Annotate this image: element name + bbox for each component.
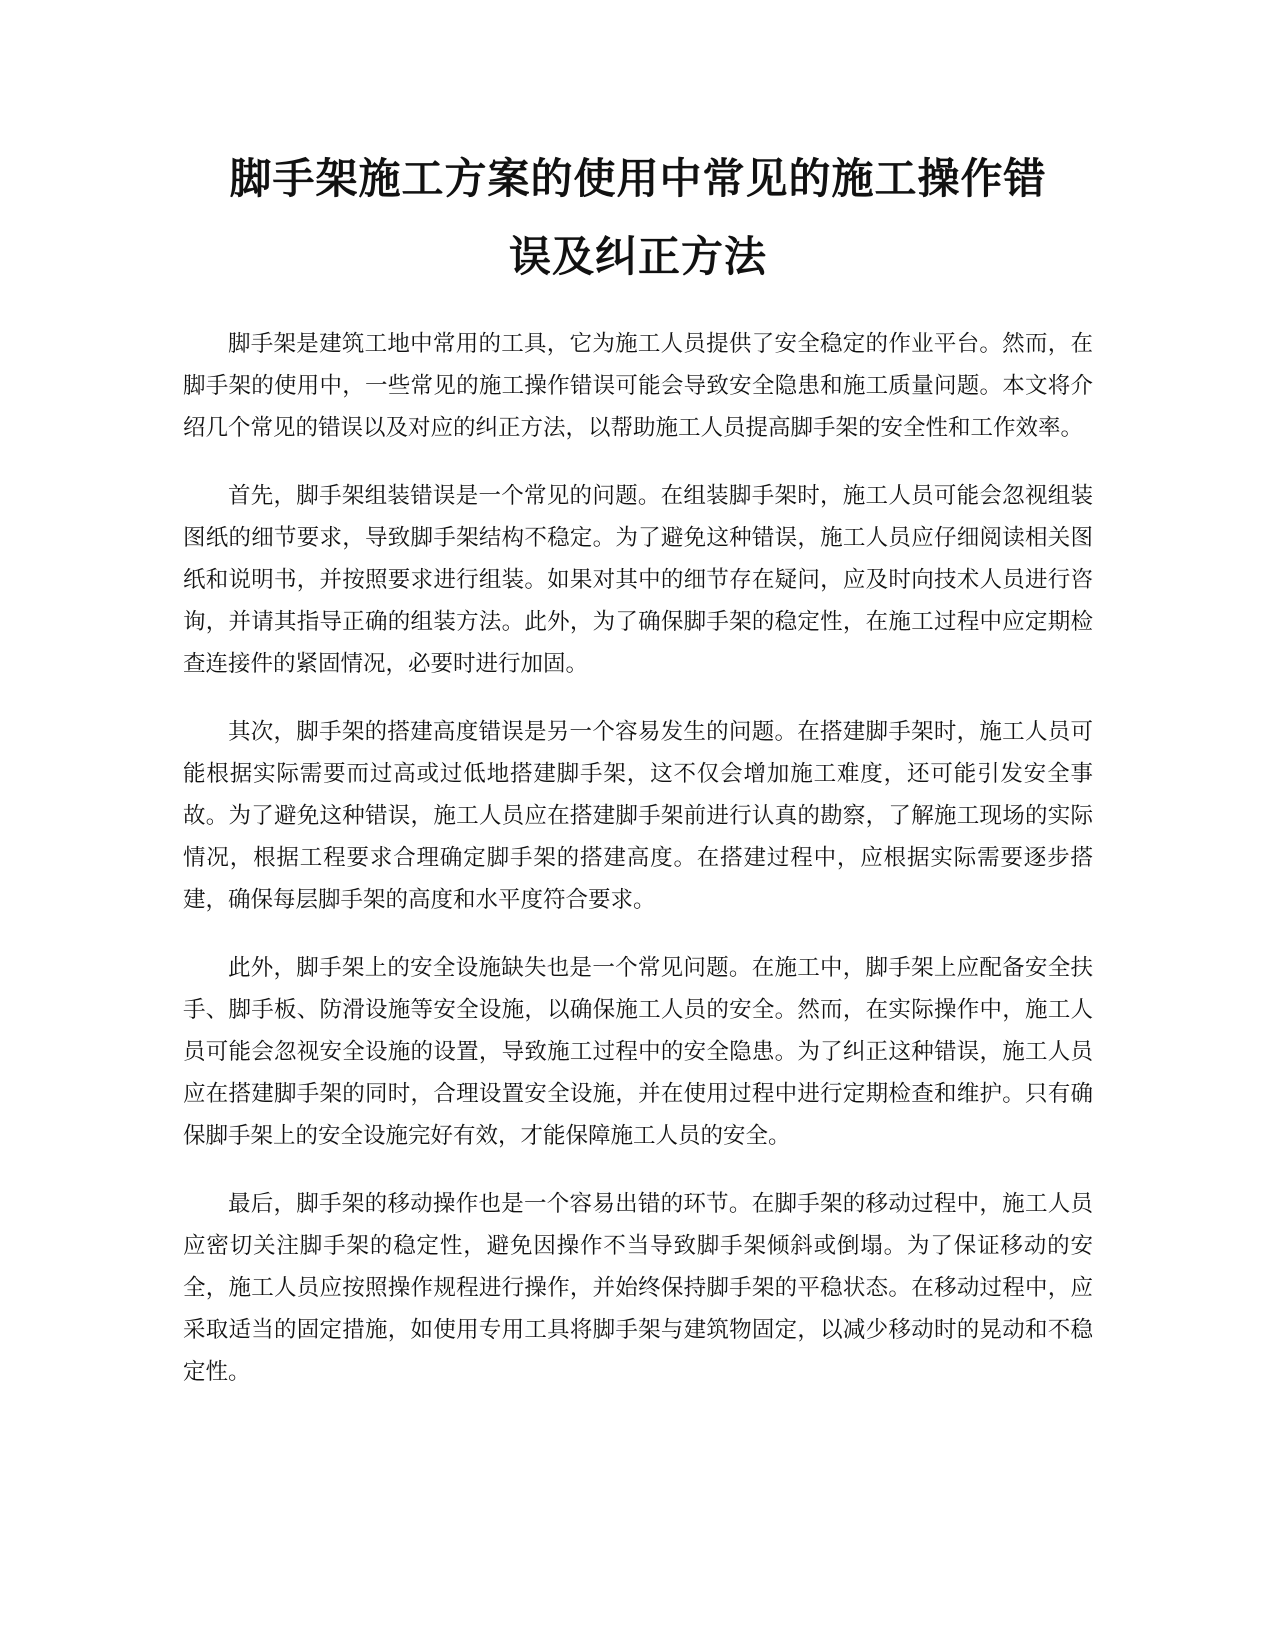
document-title [183,140,1093,296]
paragraph-height-error: 其次，脚手架的搭建高度错误是另一个容易发生的问题。在搭建脚手架时，施工人员可能根据实际需要而过高或过低地搭建脚手架，这不仅会增加施工难度，还可能引发安全事故。为了避免这种错误，施工人员应在搭建脚手架前进行认真的勘察，了解施工现场的实际情况，根据工程要求合理确定脚手架的搭建高度。在搭建过程中，应根据实际需要逐步搭建，确保每层脚手架的高度和水平度符合要求。 [183,719,1093,913]
title-line-2: 误及纠正方法 [508,232,767,281]
document-page [183,140,1093,1420]
document-body [183,324,1093,1393]
paragraph-safety-facilities: 此外，脚手架上的安全设施缺失也是一个常见问题。在施工中，脚手架上应配备安全扶手、脚手板、防滑设施等安全设施，以确保施工人员的安全。然而，在实际操作中，施工人员可能会忽视安全设施的设置，导致施工过程中的安全隐患。为了纠正这种错误，施工人员应在搭建脚手架的同时，合理设置安全设施，并在使用过程中进行定期检查和维护。只有确保脚手架上的安全设施完好有效，才能保障施工人员的安全。 [183,955,1093,1149]
paragraph-assembly-error: 首先，脚手架组装错误是一个常见的问题。在组装脚手架时，施工人员可能会忽视组装图纸的细节要求，导致脚手架结构不稳定。为了避免这种错误，施工人员应仔细阅读相关图纸和说明书，并按照要求进行组装。如果对其中的细节存在疑问，应及时向技术人员进行咨询，并请其指导正确的组装方法。此外，为了确保脚手架的稳定性，在施工过程中应定期检查连接件的紧固情况，必要时进行加固。 [183,483,1093,677]
paragraph-moving-operation: 最后，脚手架的移动操作也是一个容易出错的环节。在脚手架的移动过程中，施工人员应密切关注脚手架的稳定性，避免因操作不当导致脚手架倾斜或倒塌。为了保证移动的安全，施工人员应按照操作规程进行操作，并始终保持脚手架的平稳状态。在移动过程中，应采取适当的固定措施，如使用专用工具将脚手架与建筑物固定，以减少移动时的晃动和不稳定性。 [183,1191,1093,1385]
paragraph-intro: 脚手架是建筑工地中常用的工具，它为施工人员提供了安全稳定的作业平台。然而，在脚手架的使用中，一些常见的施工操作错误可能会导致安全隐患和施工质量问题。本文将介绍几个常见的错误以及对应的纠正方法，以帮助施工人员提高脚手架的安全性和工作效率。 [183,331,1093,441]
title-line-1: 脚手架施工方案的使用中常见的施工操作错 [229,154,1047,203]
